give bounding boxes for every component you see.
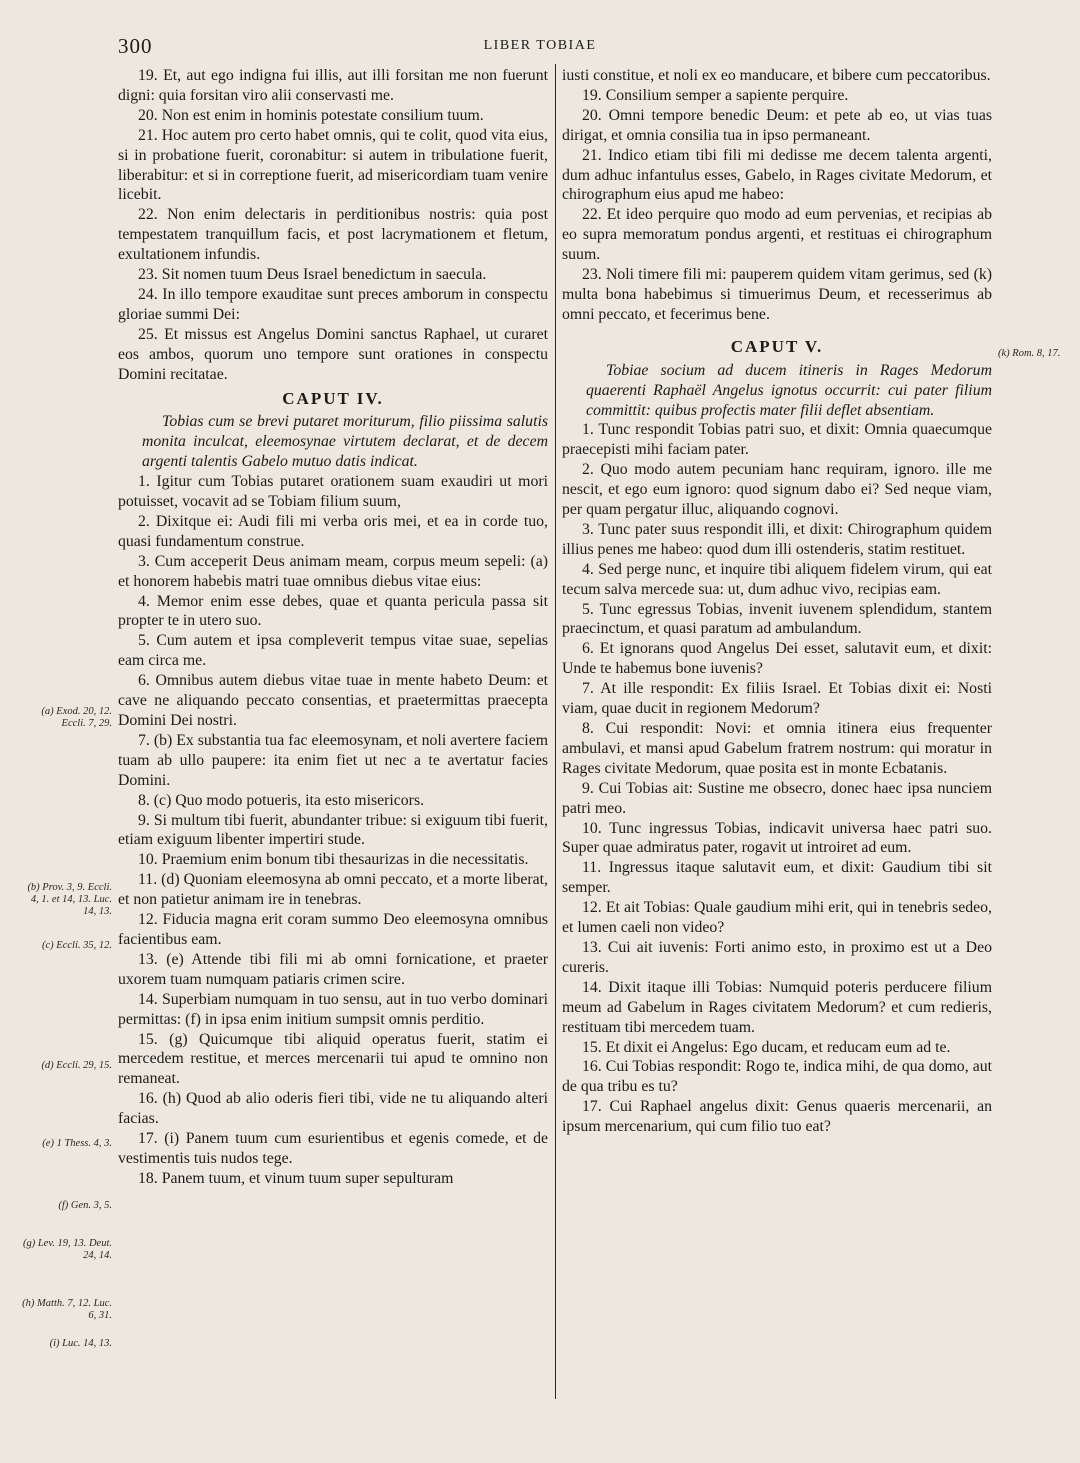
margin-note-g: (g) Lev. 19, 13. Deut. 24, 14.: [22, 1238, 112, 1261]
verse: 16. (h) Quod ab alio oderis fieri tibi, vide ne tu aliquando alteri facias.: [118, 1090, 548, 1128]
margin-note-h: (h) Matth. 7, 12. Luc. 6, 31.: [22, 1298, 112, 1321]
verse: 22. Non enim delectaris in perditionibus nostris: quia post tempestatem tranquillum facis, et post lacrymationem et fletum, exultationem infundis.: [118, 206, 548, 264]
verse: 5. Cum autem et ipsa compleverit tempus vitae suae, sepelias eam circa me.: [118, 632, 548, 670]
verse: 3. Cum acceperit Deus animam meam, corpus meum sepeli: (a) et honorem habebis matri tuae omnibus diebus vitae eius:: [118, 552, 548, 590]
verse: 22. Et ideo perquire quo modo ad eum pervenias, et recipias ab eo supra memoratum pondus argenti, et restituas ei chirographum suum.: [562, 206, 992, 264]
verse: 7. At ille respondit: Ex filiis Israel. Et Tobias dixit ei: Nosti viam, quae ducit in regionem Medorum?: [562, 680, 992, 718]
left-verses-b: [118, 472, 548, 1189]
margin-note-e: (e) 1 Thess. 4, 3.: [42, 1138, 112, 1149]
verse: 5. Tunc egressus Tobias, invenit iuvenem splendidum, stantem praecinctum, et quasi paratum ad ambulandum.: [562, 600, 992, 638]
caput-iv-heading: CAPUT IV.: [282, 388, 384, 408]
verse: 1. Tunc respondit Tobias patri suo, et dixit: Omnia quaecumque praecepisti mihi faciam pater.: [562, 421, 992, 459]
verse: 14. Dixit itaque illi Tobias: Numquid poteris perducere filium meum ad Gabelum in Rages civitatem Medorum? et cum redieris, restituam tibi mercedem tuam.: [562, 978, 992, 1036]
verse: 20. Non est enim in hominis potestate consilium tuum.: [138, 106, 484, 124]
verse: 9. Si multum tibi fuerit, abundanter tribue: si exiguum tibi fuerit, etiam exiguum libenter impertiri stude.: [118, 811, 548, 849]
verse: 12. Fiducia magna erit coram summo Deo eleemosyna omnibus facientibus eam.: [118, 911, 548, 948]
verse: 21. Hoc autem pro certo habet omnis, qui te colit, quod vita eius, si in probatione fuerit, coronabitur: si autem in tribulatione fuerit, liberabitur: et si in correptione fuerit, ad misericordiam tuam venire licebit.: [118, 126, 548, 204]
verse: 2. Dixitque ei: Audi fili mi verba oris mei, et ea in corde tuo, quasi fundamentum construe.: [118, 512, 548, 550]
caput-v-heading: CAPUT V.: [730, 336, 824, 356]
verse: 24. In illo tempore exauditae sunt preces amborum in conspectu gloriae summi Dei:: [118, 285, 548, 323]
verse: 4. Sed perge nunc, et inquire tibi aliquem fidelem virum, qui eat tecum salva mercede sua: ut, dum adhuc vivo, recipias eam.: [562, 560, 992, 598]
verse: 21. Indico etiam tibi fili mi dedisse me decem talenta argenti, dum adhuc infantulus esses, Gabelo, in Rages civitate Medorum, et chirographum eius apud me habeo:: [562, 146, 992, 204]
column-divider: [555, 64, 556, 1399]
caput-iv-summary: Tobias cum se brevi putaret moriturum, filio piissima salutis monita inculcat, eleemosynae virtutem declarat, et de decem argenti talentis Gabelo mutuo datis indicat.: [142, 413, 548, 471]
margin-note-i: (i) Luc. 14, 13.: [49, 1338, 112, 1349]
verse: 20. Omni tempore benedic Deum: et pete ab eo, ut vias tuas dirigat, et omnia consilia tua in ipso permaneant.: [562, 106, 992, 144]
verse: 19. Consilium semper a sapiente perquire.: [582, 86, 849, 104]
verse: 4. Memor enim esse debes, quae et quanta pericula passa sit propter te in utero suo.: [118, 592, 548, 630]
verse: 15. Et dixit ei Angelus: Ego ducam, et reducam eum ad te.: [582, 1038, 951, 1056]
verse: 18. Panem tuum, et vinum tuum super sepulturam: [138, 1169, 454, 1187]
running-head: LIBER TOBIAE: [483, 38, 597, 53]
verse: 8. Cui respondit: Novi: et omnia itinera eius frequenter ambulavi, et mansi apud Gabelum fratrem nostrum: qui moratur in Rages civitate Medorum, quae posita est in monte Ecbatanis.: [562, 720, 992, 777]
margin-note-d: (d) Eccli. 29, 15.: [41, 1060, 112, 1071]
verse: 11. Ingressus itaque salutavit eum, et dixit: Gaudium tibi sit semper.: [562, 859, 992, 897]
margin-note-c: (c) Eccli. 35, 12.: [42, 940, 112, 951]
margin-note-k: (k) Rom. 8, 17.: [998, 348, 1061, 359]
left-verses-a: [118, 66, 548, 385]
verse: 14. Superbiam numquam in tuo sensu, aut in tuo verbo dominari permittas: (f) in ipsa enim initium sumpsit omnis perditio.: [118, 990, 548, 1028]
verse: 11. (d) Quoniam eleemosyna ab omni peccato, et a morte liberat, et non patietur animam ire in tenebras.: [118, 871, 548, 909]
verse: 15. (g) Quicumque tibi aliquid operatus fuerit, statim ei mercedem restitue, et merces mercenarii tui apud te omnino non remaneat.: [118, 1030, 548, 1088]
verse: 17. Cui Raphael angelus dixit: Genus quaeris mercenarii, an ipsum mercenarium, qui cum filio tuo eat?: [562, 1098, 992, 1136]
right-column: [562, 66, 992, 1137]
verse: 9. Cui Tobias ait: Sustine me obsecro, donec haec ipsa nunciem patri meo.: [562, 779, 992, 817]
verse: 7. (b) Ex substantia tua fac eleemosynam, et noli avertere faciem tuam ab ullo paupere: ita enim fiet ut nec a te avertatur facies Domini.: [118, 731, 548, 789]
margin-note-a: (a) Exod. 20, 12. Eccli. 7, 29.: [41, 706, 112, 729]
verse: 16. Cui Tobias respondit: Rogo te, indica mihi, de qua domo, aut de qua tribu es tu?: [562, 1058, 992, 1096]
verse: iusti constitue, et noli ex eo manducare, et bibere cum peccatoribus.: [562, 67, 991, 84]
verse: 25. Et missus est Angelus Domini sanctus Raphael, ut curaret eos ambos, quorum uno tempore sunt orationes in conspectu Domini recitatae.: [118, 325, 548, 383]
verse: 13. (e) Attende tibi fili mi ab omni fornicatione, et praeter uxorem tuam numquam patiaris crimen scire.: [118, 950, 548, 988]
verse: 8. (c) Quo modo potueris, ita esto misericors.: [138, 791, 425, 809]
verse: 13. Cui ait iuvenis: Forti animo esto, in proximo est ut a Deo cureris.: [562, 938, 992, 976]
verse: 1. Igitur cum Tobias putaret orationem suam exaudiri ut mori potuisset, vocavit ad se Tobiam filium suum,: [118, 473, 548, 511]
page-number: 300: [118, 34, 153, 58]
verse: 3. Tunc pater suus respondit illi, et dixit: Chirographum quidem illius penes me habeo: quod dum illi ostenderis, statim restituet.: [562, 520, 992, 558]
verse: 10. Tunc ingressus Tobias, indicavit universa haec patri suo. Super quae admiratus pater, rogavit ut introiret ad eum.: [562, 819, 992, 857]
margin-note-f: (f) Gen. 3, 5.: [58, 1200, 112, 1211]
verse: 23. Sit nomen tuum Deus Israel benedictum in saecula.: [138, 266, 487, 284]
verse: 6. Et ignorans quod Angelus Dei esset, salutavit eum, et dixit: Unde te habemus bone iuvenis?: [562, 640, 992, 678]
verse: 17. (i) Panem tuum cum esurientibus et egenis comede, et de vestimentis tuis nudos tege.: [118, 1130, 548, 1167]
right-verses-b: [562, 420, 992, 1137]
margin-note-b: (b) Prov. 3, 9. Eccli. 4, 1. et 14, 13. Luc. 14, 13.: [27, 882, 112, 917]
verse: 10. Praemium enim bonum tibi thesaurizas in die necessitatis.: [138, 851, 529, 869]
left-column: [118, 66, 548, 1189]
right-verses-a: [562, 66, 992, 325]
verse: 23. Noli timere fili mi: pauperem quidem vitam gerimus, sed (k) multa bona habebimus si timuerimus Deum, et recesserimus ab omni peccato, et fecerimus bene.: [562, 266, 992, 323]
caput-v-summary: Tobiae socium ad ducem itineris in Rages Medorum quaerenti Raphaël Angelus ignotus occurrit: cui pater filium committit: quibus profectis mater filii deflet absentiam.: [586, 361, 992, 419]
verse: 2. Quo modo autem pecuniam hanc requiram, ignoro. ille me nescit, et ego eum ignoro: quod signum dabo ei? Sed neque viam, per quam pergatur illuc, aliquando cognovi.: [562, 461, 992, 519]
verse: 12. Et ait Tobias: Quale gaudium mihi erit, qui in tenebris sedeo, et lumen caeli non video?: [562, 899, 992, 937]
verse: 19. Et, aut ego indigna fui illis, aut illi forsitan me non fuerunt digni: quia forsitan viro alii conservasti me.: [118, 67, 548, 104]
verse: 6. Omnibus autem diebus vitae tuae in mente habeto Deum: et cave ne aliquando peccato consentias, et praetermittas praecepta Domini Dei nostri.: [118, 672, 548, 729]
